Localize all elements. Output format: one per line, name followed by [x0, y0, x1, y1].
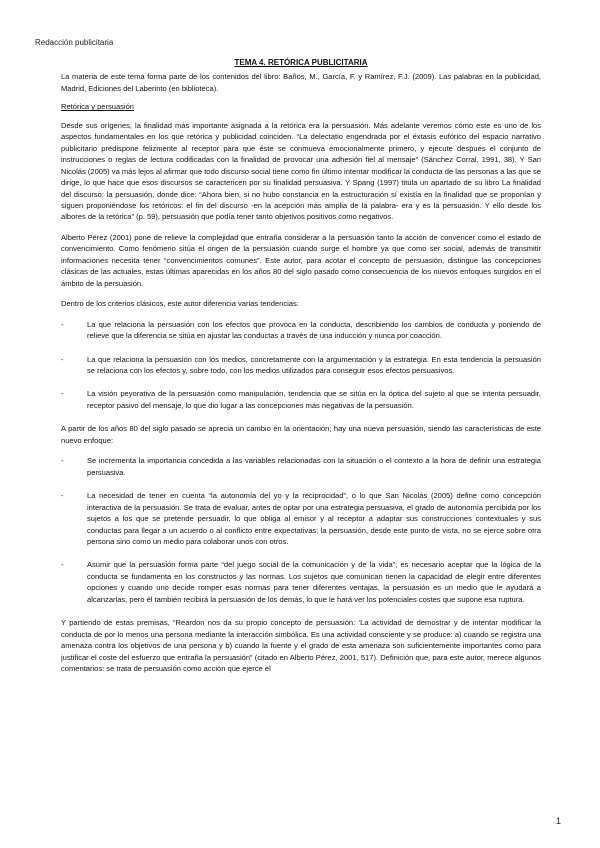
document-body: [61, 57, 541, 683]
list-item: [61, 388, 541, 411]
dash-bullet: -: [61, 354, 64, 364]
list-item: [61, 455, 541, 478]
list-item: [61, 490, 541, 547]
running-header: Redacción publicitaria: [35, 38, 114, 47]
classic-tendencies-list: [61, 319, 541, 412]
list-item: [61, 559, 541, 605]
dash-bullet: -: [61, 560, 64, 570]
list-item-text: Asumir que la persuasión forma parte “del juego social de la comunicación y de la vida”; es necesario aceptar que la lógica de la conducta se fundamenta en los constructos y las normas. Los sujetos que comunican tienen la capacidad de elegir entre diferentes opciones y cuando uno decide romper esas normas para tener diferentes ventajas, la persuasión es un medio que le ayudará a alcanzarlas, pero él también recibirá la persuasión de los demás, lo que le hará ver los potenciales costes que supone esa ruptura.: [87, 560, 541, 604]
paragraph: A partir de los años 80 del siglo pasado se aprecia un cambio en la orientación; hay una nueva persuasión, siendo las características de este nuevo enfoque:: [61, 424, 541, 445]
dash-bullet: -: [61, 319, 64, 329]
list-item-text: La que relaciona la persuasión con los efectos que provoca en la conducta, describiendo los cambios de conducta y poniendo de relieve que la diferencia se sitúa en ajustar las conductas a través de una inducción y nunca por coacción.: [87, 319, 541, 341]
dash-bullet: -: [61, 456, 64, 466]
list-item-text: La necesidad de tener en cuenta “la autonomía del yo y la reciprocidad”, o lo que San Nicolás (2005) define como concepción interactiva de la persuasión. Se trata de evaluar, antes de optar por una estrategia persuasiva, el grado de autonomía percibida por los sujetos a los que se pretende persuadir, lo que obliga al emisor y al receptor a adaptar sus construcciones contextuales y sus conductas para llegar a un acuerdo o al conflicto entre expectativas; la persuasión, desde este punto de vista, no se ejerce sobre otra persona sino como un medio para colaborar unos con otros.: [87, 491, 541, 546]
list-item-text: La que relaciona la persuasión con los medios, concretamente con la argumentación y la estrategia. En esta tendencia la persuasión se relaciona con los efectos y, sobre todo, con los medios utilizados para conseguir esos efectos persuasivos.: [87, 354, 541, 375]
dash-bullet: -: [61, 491, 64, 501]
list-item: [61, 319, 541, 342]
closing-paragraph: Y partiendo de estas premisas, “Reardon nos da su propio concepto de persuasión: ‘La actividad de demostrar y de intentar modificar la conducta de por lo menos una persona mediante la interacción simbólica. Es una actividad consciente y se produce: a) cuando se registra una amenaza contra los objetivos de una persona y b) cuando la fuente y el grado de esta amenaza son suficientemente importantes como para justificar el coste del esfuerzo que entraña la persuasión” (citado en Alberto Pérez, 2001, 517). Definición que, para este autor, merece algunos comentarios: se trata de persuasión como acción que ejerce el: [61, 618, 541, 674]
page-number: 1: [556, 816, 562, 826]
document-title: TEMA 4. RETÓRICA PUBLICITARIA: [234, 58, 368, 67]
list-item: [61, 354, 541, 377]
list-item-text: La visión peyorativa de la persuasión como manipulación, tendencia que se sitúa en la óptica del sujeto al que se intenta persuadir, receptor pasivo del mensaje, lo que dio lugar a las concepciones más negativas de la persuasión.: [87, 389, 541, 410]
section-heading: Retórica y persuasión: [61, 102, 134, 112]
list-item-text: Se incrementa la importancia concedida a las variables relacionadas con la situación o el contexto a la hora de definir una estrategia persuasiva.: [87, 456, 541, 477]
paragraph: Desde sus orígenes, la finalidad más importante asignada a la retórica era la persuasión. Más adelante veremos cómo este es uno de los aspectos fundamentales en los que retórica y publicidad coinciden. “La delectatio engendrada por el éxtasis eufórico del espacio narrativo publicitario predispone felizmente al receptor para que éste se conmueva emocionalmente primero, y ejecute después el conjunto de instrucciones o reglas de lectura codificadas con la finalidad de provocar una adhesión fiel al mensaje” (Sánchez Corral, 1991, 38). Y San Nicolás (2005) va más lejos al afirmar que todo discurso social tiene como fin último intentar modificar la conducta de las personas a las que se dirige, lo que hace que esos discursos se caractericen por su finalidad persuasiva. Y Spang (1997) titula un apartado de su libro La finalidad del discurso: la persuasión, donde dice: “Ahora bien, si no hubo constancia en la estructuración sí existía en la finalidad que se proponían y siguen proponiéndose los retóricos: el fin del discurso -en la acepción más amplia de la palabra- era y es la persuasión. Y ello desde los albores de la retórica” (p. 59), persuasión que podía tener tanto objetivos positivos como negativos.: [61, 120, 541, 222]
new-approach-list: [61, 455, 541, 605]
intro-paragraph: La materia de este tema forma parte de los contenidos del libro: Baños, M., García, F. y Ramírez, F.J. (2009). Las palabras en la publicidad, Madrid, Ediciones del Laberinto (en biblioteca).: [61, 72, 541, 93]
paragraph: Dentro de los criterios clásicos, este autor diferencia varias tendencias:: [61, 299, 299, 309]
dash-bullet: -: [61, 389, 64, 399]
paragraph: Alberto Pérez (2001) pone de relieve la complejidad que entraña considerar a la persuasión tanto la acción de convencer como el estado de convencimiento. Como fenómeno sitúa el origen de la persuasión cuando surge el hombre ya que como ser social, además de transmitir informaciones necesita tener “convencimientos comunes”. Este autor, para acotar el concepto de persuasión, distingue las concepciones clásicas de las actuales, estas últimas aparecidas en los años 80 del siglo pasado como consecuencia de los nuevos enfoques surgidos en el ámbito de la persuasión.: [61, 232, 541, 288]
